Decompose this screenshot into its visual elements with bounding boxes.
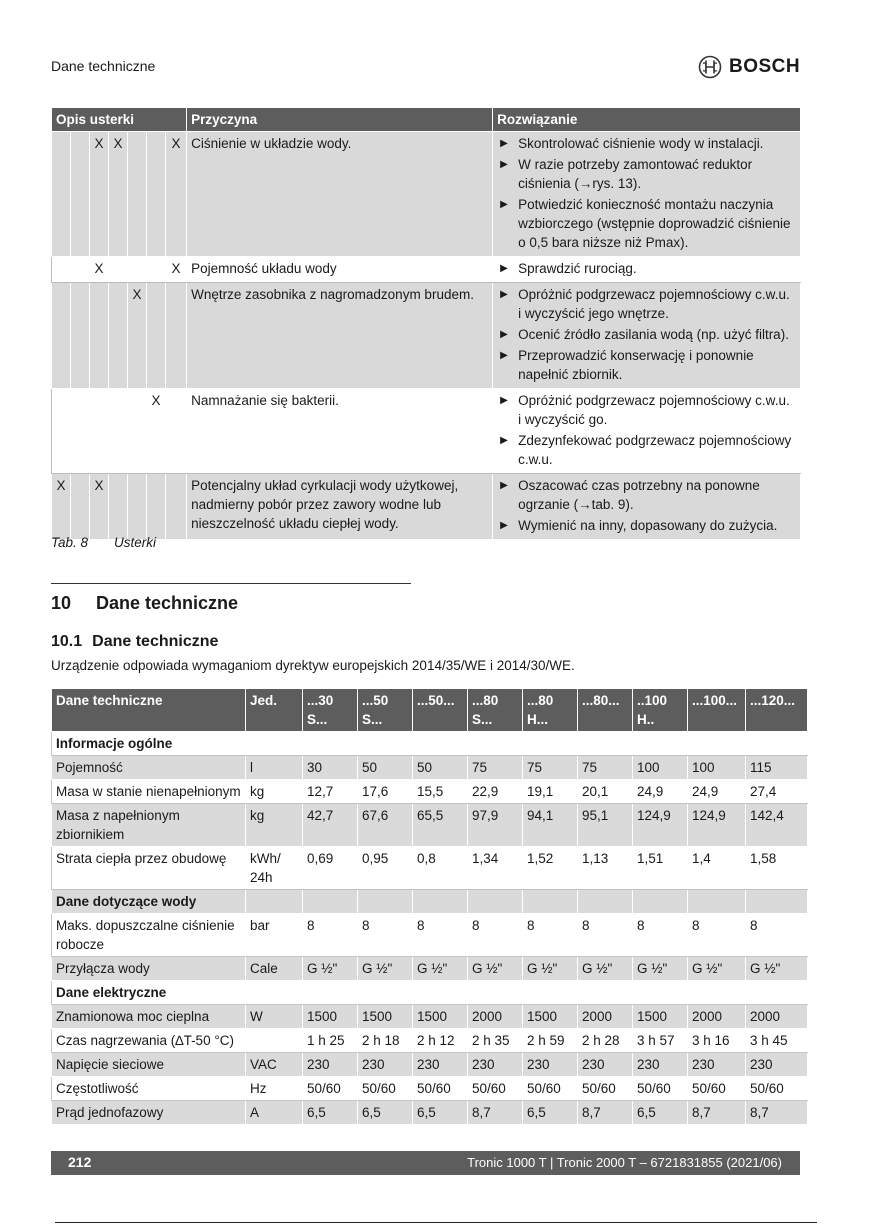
fault-cause: Namnażanie się bakterii.: [187, 389, 493, 474]
tech-value: 0,95: [358, 847, 413, 890]
tech-value: 3 h 45: [746, 1029, 808, 1053]
tech-row-unit: l: [246, 756, 303, 780]
fault-mark-cell: [71, 132, 90, 257]
solution-text: Sprawdzić rurociąg.: [518, 261, 637, 276]
tech-row-unit: VAC: [246, 1053, 303, 1077]
empty-cell: [578, 732, 633, 756]
tech-value: 2 h 28: [578, 1029, 633, 1053]
fault-cause: Potencjalny układ cyrkulacji wody użytkowej, nadmierny pobór przez zawory wodne lub nieszczelność układu ciepłej wody.: [187, 474, 493, 540]
tech-value: 15,5: [413, 780, 468, 804]
tech-value: 3 h 57: [633, 1029, 688, 1053]
tech-value: 230: [633, 1053, 688, 1077]
fault-mark-cell: [128, 474, 147, 540]
empty-cell: [688, 732, 746, 756]
tech-value: 1500: [633, 1005, 688, 1029]
empty-cell: [633, 890, 688, 914]
tech-value: 3 h 16: [688, 1029, 746, 1053]
fault-mark-cell: [52, 132, 71, 257]
tech-value: G ½": [523, 957, 578, 981]
triangle-bullet-icon: ▶: [500, 289, 508, 300]
tech-value: 124,9: [688, 804, 746, 847]
tech-value: 8: [688, 914, 746, 957]
solution-item: [497, 134, 796, 153]
empty-cell: [413, 981, 468, 1005]
tech-value: 1,4: [688, 847, 746, 890]
tech-data-row: [52, 1053, 808, 1077]
tech-row-label: Czas nagrzewania (∆T-50 °C): [52, 1029, 246, 1053]
triangle-bullet-icon: ▶: [500, 263, 508, 274]
tech-value: 65,5: [413, 804, 468, 847]
triangle-bullet-icon: ▶: [500, 395, 508, 406]
fault-mark-cell: [109, 257, 128, 283]
fault-mark-cell: X: [52, 474, 71, 540]
empty-cell: [523, 732, 578, 756]
tech-value: 230: [468, 1053, 523, 1077]
subsection-number: 10.1: [51, 633, 83, 650]
solution-item: [497, 195, 796, 252]
tech-value: 115: [746, 756, 808, 780]
tech-value: 75: [578, 756, 633, 780]
solution-item: [497, 285, 796, 323]
solution-list: [497, 134, 796, 252]
fault-solution-cell: [493, 474, 801, 540]
fault-mark-cell: [71, 283, 90, 389]
tech-value: 8: [633, 914, 688, 957]
tech-value: 97,9: [468, 804, 523, 847]
caption-label: Tab. 8: [51, 535, 89, 550]
fault-mark-cell: [128, 132, 147, 257]
tech-row-label: Pojemność: [52, 756, 246, 780]
tech-value: 230: [746, 1053, 808, 1077]
tech-row-unit: Cale: [246, 957, 303, 981]
empty-cell: [358, 890, 413, 914]
fault-solution-cell: [493, 132, 801, 257]
bosch-armature-icon: [698, 55, 722, 79]
fault-mark-cell: [166, 474, 187, 540]
tech-value: 100: [633, 756, 688, 780]
caption-title: Usterki: [114, 535, 157, 550]
tech-value: G ½": [633, 957, 688, 981]
intro-text: Urządzenie odpowiada wymaganiom dyrektyw europejskich 2014/35/WE i 2014/30/WE.: [51, 658, 575, 673]
header-solution: Rozwiązanie: [493, 108, 801, 132]
empty-cell: [413, 890, 468, 914]
tech-value: 8: [746, 914, 808, 957]
tech-data-row: [52, 780, 808, 804]
tech-row-label: Masa z napełnionym zbiornikiem: [52, 804, 246, 847]
solution-text: Oszacować czas potrzebny na ponowne ogrzanie (→tab. 9).: [518, 478, 760, 512]
tech-value: 17,6: [358, 780, 413, 804]
tech-value: 1,58: [746, 847, 808, 890]
fault-mark-cell: [147, 257, 166, 283]
fault-mark-cell: X: [128, 283, 147, 389]
tech-section-row: [52, 890, 808, 914]
tech-data-row: [52, 1077, 808, 1101]
triangle-bullet-icon: ▶: [500, 350, 508, 361]
tech-column-header: ...30 S...: [303, 689, 358, 732]
tech-row-label: Maks. dopuszczalne ciśnienie robocze: [52, 914, 246, 957]
fault-cause: Pojemność układu wody: [187, 257, 493, 283]
tech-section-row: [52, 732, 808, 756]
tech-value: 50/60: [303, 1077, 358, 1101]
tech-value: 230: [688, 1053, 746, 1077]
triangle-bullet-icon: ▶: [500, 138, 508, 149]
fault-mark-cell: X: [147, 389, 166, 474]
tech-column-header: Dane techniczne: [52, 689, 246, 732]
tech-row-label: Masa w stanie nienapełnionym: [52, 780, 246, 804]
fault-row: [52, 474, 801, 540]
tech-column-header: ...80 H...: [523, 689, 578, 732]
tech-row-label: Prąd jednofazowy: [52, 1101, 246, 1125]
tech-value: 8: [303, 914, 358, 957]
tech-value: 42,7: [303, 804, 358, 847]
tech-value: 1,34: [468, 847, 523, 890]
page-number: 212: [68, 1154, 92, 1170]
tech-row-label: Napięcie sieciowe: [52, 1053, 246, 1077]
tech-value: 50/60: [746, 1077, 808, 1101]
empty-cell: [578, 981, 633, 1005]
section-rule: [51, 583, 411, 584]
empty-cell: [358, 981, 413, 1005]
tech-value: 2000: [688, 1005, 746, 1029]
tech-column-header: ...50 S...: [358, 689, 413, 732]
tech-value: 8,7: [688, 1101, 746, 1125]
tech-value: 27,4: [746, 780, 808, 804]
tech-row-label: Znamionowa moc cieplna: [52, 1005, 246, 1029]
fault-solution-cell: [493, 283, 801, 389]
document-reference: Tronic 1000 T | Tronic 2000 T – 6721831855 (2021/06): [467, 1155, 782, 1170]
page-footer: [51, 1151, 800, 1175]
tech-data-row: [52, 957, 808, 981]
tech-column-header: ...80 S...: [468, 689, 523, 732]
header-description: Opis usterki: [52, 108, 187, 132]
solution-text: W razie potrzeby zamontować reduktor ciśnienia (→rys. 13).: [518, 157, 753, 191]
bosch-logo: [698, 55, 800, 79]
tech-value: 0,8: [413, 847, 468, 890]
fault-row: [52, 132, 801, 257]
tech-value: 230: [413, 1053, 468, 1077]
tech-data-table: [51, 688, 808, 1125]
solution-text: Ocenić źródło zasilania wodą (np. użyć filtra).: [518, 327, 789, 342]
tech-value: 124,9: [633, 804, 688, 847]
tech-value: 50/60: [578, 1077, 633, 1101]
section-heading: [51, 593, 238, 614]
tech-value: 22,9: [468, 780, 523, 804]
solution-item: [497, 391, 796, 429]
tech-data-row: [52, 756, 808, 780]
fault-mark-cell: X: [109, 132, 128, 257]
tech-value: 50/60: [523, 1077, 578, 1101]
solution-item: [497, 259, 796, 278]
section-number: 10: [51, 593, 72, 613]
tech-row-unit: kWh/ 24h: [246, 847, 303, 890]
tech-row-unit: [246, 1029, 303, 1053]
tech-section-label: Dane dotyczące wody: [52, 890, 246, 914]
tech-row-unit: bar: [246, 914, 303, 957]
empty-cell: [523, 890, 578, 914]
fault-mark-cell: X: [166, 132, 187, 257]
triangle-bullet-icon: ▶: [500, 435, 508, 446]
tech-value: 6,5: [358, 1101, 413, 1125]
tech-value: 19,1: [523, 780, 578, 804]
tech-value: 8,7: [746, 1101, 808, 1125]
tech-value: 50: [358, 756, 413, 780]
tech-value: 2 h 12: [413, 1029, 468, 1053]
tech-value: 1,51: [633, 847, 688, 890]
fault-mark-cell: X: [90, 257, 109, 283]
empty-cell: [246, 890, 303, 914]
solution-item: [497, 325, 796, 344]
solution-text: Opróżnić podgrzewacz pojemnościowy c.w.u. i wyczyścić jego wnętrze.: [518, 287, 790, 321]
fault-mark-cell: X: [90, 474, 109, 540]
tech-value: 100: [688, 756, 746, 780]
tech-value: 94,1: [523, 804, 578, 847]
tech-value: 75: [468, 756, 523, 780]
tech-row-label: Przyłącza wody: [52, 957, 246, 981]
fault-mark-cell: [147, 132, 166, 257]
tech-value: 1500: [413, 1005, 468, 1029]
tech-section-row: [52, 981, 808, 1005]
tech-value: 2000: [578, 1005, 633, 1029]
header-section-title: Dane techniczne: [51, 58, 156, 74]
tech-value: 230: [578, 1053, 633, 1077]
tech-value: 95,1: [578, 804, 633, 847]
tech-value: G ½": [578, 957, 633, 981]
fault-mark-cell: [128, 257, 147, 283]
tech-value: 6,5: [523, 1101, 578, 1125]
fault-mark-cell: [52, 389, 71, 474]
fault-mark-cell: [109, 389, 128, 474]
tech-data-row: [52, 914, 808, 957]
tech-value: G ½": [746, 957, 808, 981]
tech-value: G ½": [468, 957, 523, 981]
tech-value: 20,1: [578, 780, 633, 804]
tech-value: 50/60: [358, 1077, 413, 1101]
tech-value: 1500: [523, 1005, 578, 1029]
tech-value: 2000: [746, 1005, 808, 1029]
fault-row: [52, 389, 801, 474]
brand-name: BOSCH: [729, 56, 801, 77]
tech-data-row: [52, 1101, 808, 1125]
empty-cell: [633, 732, 688, 756]
tech-data-row: [52, 804, 808, 847]
fault-row: [52, 283, 801, 389]
tech-column-header: ...120...: [746, 689, 808, 732]
fault-mark-cell: [71, 389, 90, 474]
fault-mark-cell: [52, 283, 71, 389]
tech-row-label: Strata ciepła przez obudowę: [52, 847, 246, 890]
tech-value: G ½": [413, 957, 468, 981]
solution-text: Przeprowadzić konserwację i ponownie napełnić zbiornik.: [518, 348, 754, 382]
tech-value: 6,5: [413, 1101, 468, 1125]
subsection-title: Dane techniczne: [92, 633, 219, 650]
tech-value: 50: [413, 756, 468, 780]
tech-value: 8: [468, 914, 523, 957]
solution-list: [497, 259, 796, 278]
tech-value: 1,13: [578, 847, 633, 890]
tech-row-label: Częstotliwość: [52, 1077, 246, 1101]
fault-mark-cell: [128, 389, 147, 474]
fault-mark-cell: X: [166, 257, 187, 283]
tech-data-row: [52, 1029, 808, 1053]
tech-value: 6,5: [303, 1101, 358, 1125]
section-title: Dane techniczne: [96, 593, 239, 613]
bottom-rule: [55, 1222, 817, 1223]
tech-value: 67,6: [358, 804, 413, 847]
tech-value: 50/60: [468, 1077, 523, 1101]
solution-text: Potwiedzić konieczność montażu naczynia wzbiorczego (wstępnie doprowadzić ciśnienie o 0,5 bara niższe niż Pmax).: [518, 197, 791, 250]
fault-mark-cell: [166, 283, 187, 389]
tech-section-label: Dane elektryczne: [52, 981, 246, 1005]
empty-cell: [358, 732, 413, 756]
solution-text: Opróżnić podgrzewacz pojemnościowy c.w.u. i wyczyścić go.: [518, 393, 790, 427]
solution-list: [497, 285, 796, 384]
empty-cell: [746, 890, 808, 914]
tech-value: 230: [523, 1053, 578, 1077]
fault-mark-cell: [71, 474, 90, 540]
tech-value: 6,5: [633, 1101, 688, 1125]
tech-column-header: ...100...: [688, 689, 746, 732]
empty-cell: [303, 732, 358, 756]
empty-cell: [688, 890, 746, 914]
tech-section-label: Informacje ogólne: [52, 732, 246, 756]
solution-list: [497, 476, 796, 535]
tech-row-unit: Hz: [246, 1077, 303, 1101]
triangle-bullet-icon: ▶: [500, 480, 508, 491]
fault-mark-cell: [109, 474, 128, 540]
solution-item: [497, 476, 796, 514]
empty-cell: [746, 732, 808, 756]
tech-value: 8,7: [578, 1101, 633, 1125]
fault-mark-cell: X: [90, 132, 109, 257]
subsection-heading: [51, 633, 218, 651]
solution-text: Zdezynfekować podgrzewacz pojemnościowy c.w.u.: [518, 433, 792, 467]
tech-column-header: Jed.: [246, 689, 303, 732]
fault-mark-cell: [147, 474, 166, 540]
triangle-bullet-icon: ▶: [500, 329, 508, 340]
tech-row-unit: W: [246, 1005, 303, 1029]
tech-value: G ½": [358, 957, 413, 981]
tech-data-row: [52, 847, 808, 890]
tech-value: 50/60: [688, 1077, 746, 1101]
triangle-bullet-icon: ▶: [500, 159, 508, 170]
empty-cell: [246, 981, 303, 1005]
empty-cell: [303, 981, 358, 1005]
tech-value: 75: [523, 756, 578, 780]
tech-value: 50/60: [633, 1077, 688, 1101]
tech-data-row: [52, 1005, 808, 1029]
tech-value: 24,9: [633, 780, 688, 804]
empty-cell: [688, 981, 746, 1005]
empty-cell: [468, 732, 523, 756]
tech-value: 1500: [303, 1005, 358, 1029]
tech-column-header: ..100 H..: [633, 689, 688, 732]
tech-row-unit: kg: [246, 804, 303, 847]
solution-list: [497, 391, 796, 469]
tech-value: 8: [523, 914, 578, 957]
fault-solution-cell: [493, 257, 801, 283]
fault-solution-cell: [493, 389, 801, 474]
empty-cell: [746, 981, 808, 1005]
empty-cell: [246, 732, 303, 756]
fault-mark-cell: [52, 257, 71, 283]
tech-value: 230: [358, 1053, 413, 1077]
fault-table: [51, 107, 801, 540]
tech-value: G ½": [688, 957, 746, 981]
fault-mark-cell: [109, 283, 128, 389]
tech-value: 2 h 59: [523, 1029, 578, 1053]
tech-value: 2 h 35: [468, 1029, 523, 1053]
fault-mark-cell: [90, 283, 109, 389]
fault-mark-cell: [147, 283, 166, 389]
tech-value: 8: [358, 914, 413, 957]
empty-cell: [523, 981, 578, 1005]
fault-row: [52, 257, 801, 283]
fault-mark-cell: [71, 257, 90, 283]
triangle-bullet-icon: ▶: [500, 520, 508, 531]
tech-value: 8: [578, 914, 633, 957]
empty-cell: [468, 981, 523, 1005]
fault-cause: Ciśnienie w układzie wody.: [187, 132, 493, 257]
tech-value: 1500: [358, 1005, 413, 1029]
empty-cell: [303, 890, 358, 914]
table-caption: [51, 535, 156, 550]
fault-mark-cell: [166, 389, 187, 474]
solution-text: Skontrolować ciśnienie wody w instalacji.: [518, 136, 764, 151]
tech-value: 8: [413, 914, 468, 957]
tech-column-header: ...80...: [578, 689, 633, 732]
tech-value: 50/60: [413, 1077, 468, 1101]
tech-value: 230: [303, 1053, 358, 1077]
solution-text: Wymienić na inny, dopasowany do zużycia.: [518, 518, 778, 533]
tech-value: 1 h 25: [303, 1029, 358, 1053]
solution-item: [497, 431, 796, 469]
solution-item: [497, 346, 796, 384]
tech-value: 142,4: [746, 804, 808, 847]
triangle-bullet-icon: ▶: [500, 199, 508, 210]
solution-item: [497, 516, 796, 535]
tech-column-header: ...50...: [413, 689, 468, 732]
empty-cell: [413, 732, 468, 756]
tech-row-unit: kg: [246, 780, 303, 804]
header-cause: Przyczyna: [187, 108, 493, 132]
tech-value: 1,52: [523, 847, 578, 890]
tech-value: 2 h 18: [358, 1029, 413, 1053]
tech-value: 0,69: [303, 847, 358, 890]
tech-value: 24,9: [688, 780, 746, 804]
tech-value: G ½": [303, 957, 358, 981]
tech-value: 8,7: [468, 1101, 523, 1125]
tech-value: 2000: [468, 1005, 523, 1029]
tech-value: 30: [303, 756, 358, 780]
fault-mark-cell: [90, 389, 109, 474]
solution-item: [497, 155, 796, 193]
empty-cell: [578, 890, 633, 914]
tech-value: 12,7: [303, 780, 358, 804]
empty-cell: [633, 981, 688, 1005]
fault-cause: Wnętrze zasobnika z nagromadzonym brudem.: [187, 283, 493, 389]
tech-row-unit: A: [246, 1101, 303, 1125]
empty-cell: [468, 890, 523, 914]
